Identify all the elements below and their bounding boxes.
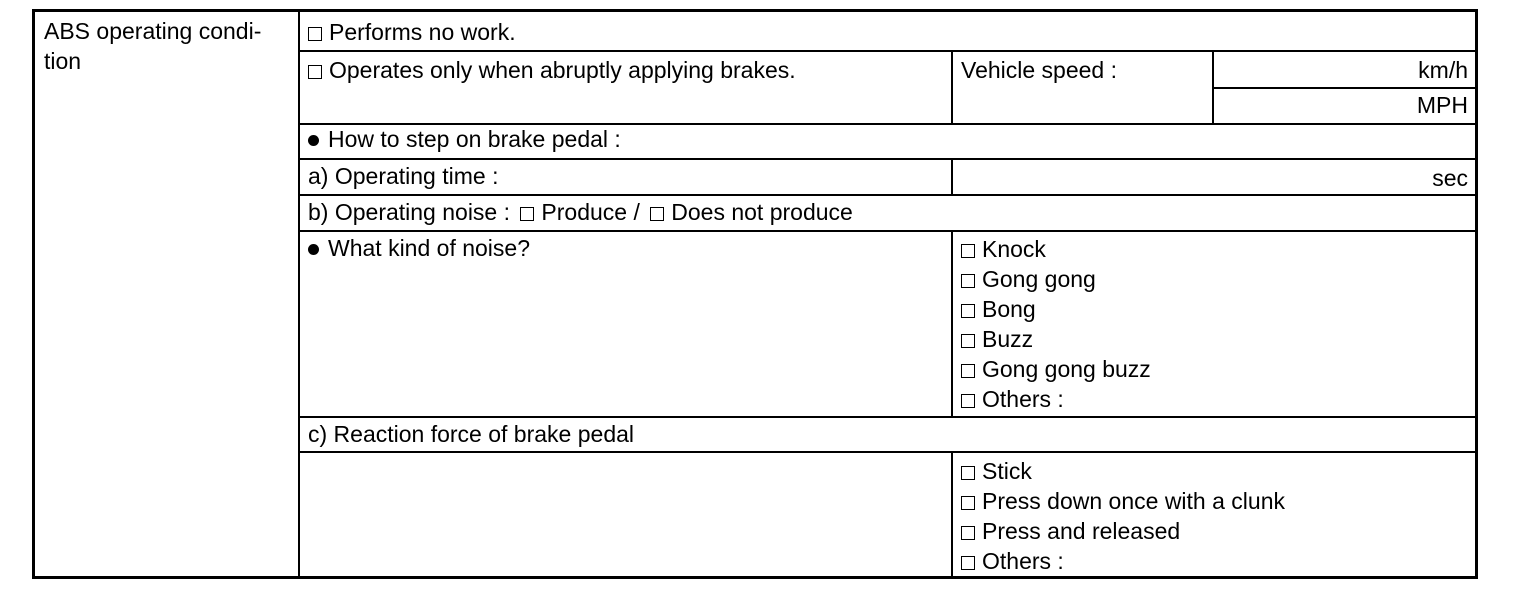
checkbox[interactable]: [961, 334, 975, 348]
unit-mph: MPH: [1416, 92, 1468, 118]
noise-option[interactable]: [961, 264, 1096, 294]
checkbox[interactable]: [308, 27, 322, 41]
noise-kind-row: [306, 233, 530, 263]
produce-label: Produce /: [541, 199, 640, 225]
does-not-produce-label: Does not produce: [671, 199, 853, 225]
operating-noise-label: b) Operating noise :: [308, 199, 511, 225]
reaction-option-label: Stick: [982, 458, 1032, 484]
checkbox[interactable]: [961, 466, 975, 480]
row-divider: [298, 451, 1475, 453]
divider-reaction-column: [951, 452, 953, 576]
checkbox[interactable]: [961, 274, 975, 288]
row-divider: [298, 194, 1475, 196]
divider-value-column: [951, 52, 953, 125]
checkbox[interactable]: [520, 207, 534, 221]
noise-option-label: Bong: [982, 296, 1036, 322]
checkbox[interactable]: [961, 394, 975, 408]
row-divider: [298, 230, 1475, 232]
divider-label-column: [298, 12, 300, 576]
divider-sec-column: [951, 160, 953, 195]
noise-option[interactable]: [961, 354, 1151, 384]
operates-abruptly-label: Operates only when abruptly applying brakes.: [329, 57, 796, 83]
performs-no-work-option[interactable]: [308, 17, 516, 47]
performs-no-work-label: Performs no work.: [329, 19, 516, 45]
checkbox[interactable]: [961, 556, 975, 570]
how-to-step-label: How to step on brake pedal :: [328, 126, 621, 152]
bullet-icon: [308, 135, 319, 146]
unit-kmh: km/h: [1418, 57, 1468, 83]
noise-option[interactable]: [961, 324, 1033, 354]
bullet-icon: [308, 244, 319, 255]
reaction-option[interactable]: [961, 456, 1032, 486]
reaction-option[interactable]: [961, 486, 1285, 516]
noise-option-label: Gong gong: [982, 266, 1096, 292]
reaction-option-label: Press down once with a clunk: [982, 488, 1285, 514]
row-divider: [298, 416, 1475, 418]
checkbox[interactable]: [650, 207, 664, 221]
noise-kind-label: What kind of noise?: [328, 235, 531, 261]
operates-abruptly-option[interactable]: [308, 55, 796, 85]
unit-sec: sec: [1432, 165, 1468, 191]
vehicle-speed-label: Vehicle speed :: [961, 57, 1118, 83]
checkbox[interactable]: [308, 65, 322, 79]
noise-option-label: Knock: [982, 236, 1046, 262]
noise-option[interactable]: [961, 234, 1046, 264]
noise-option-label: Others :: [982, 386, 1064, 412]
abs-condition-form: [32, 9, 1478, 579]
reaction-option[interactable]: [961, 546, 1064, 576]
checkbox[interactable]: [961, 244, 975, 258]
noise-option-label: Buzz: [982, 326, 1034, 352]
checkbox[interactable]: [961, 496, 975, 510]
checkbox[interactable]: [961, 364, 975, 378]
how-to-step-row: [306, 124, 621, 154]
operating-noise-row: [308, 197, 853, 227]
noise-option[interactable]: [961, 294, 1036, 324]
operating-time-label: a) Operating time :: [308, 163, 499, 189]
checkbox[interactable]: [961, 526, 975, 540]
divider-noise-column: [951, 231, 953, 417]
checkbox[interactable]: [961, 304, 975, 318]
reaction-option[interactable]: [961, 516, 1180, 546]
row-divider: [298, 158, 1475, 160]
reaction-option-label: Press and released: [982, 518, 1181, 544]
section-label: ABS operating condi- tion: [44, 18, 262, 74]
reaction-force-label: c) Reaction force of brake pedal: [308, 421, 635, 447]
noise-option[interactable]: [961, 384, 1064, 414]
reaction-option-label: Others :: [982, 548, 1064, 574]
row-divider: [298, 50, 1475, 52]
row-divider: [1212, 87, 1475, 89]
noise-option-label: Gong gong buzz: [982, 356, 1151, 382]
